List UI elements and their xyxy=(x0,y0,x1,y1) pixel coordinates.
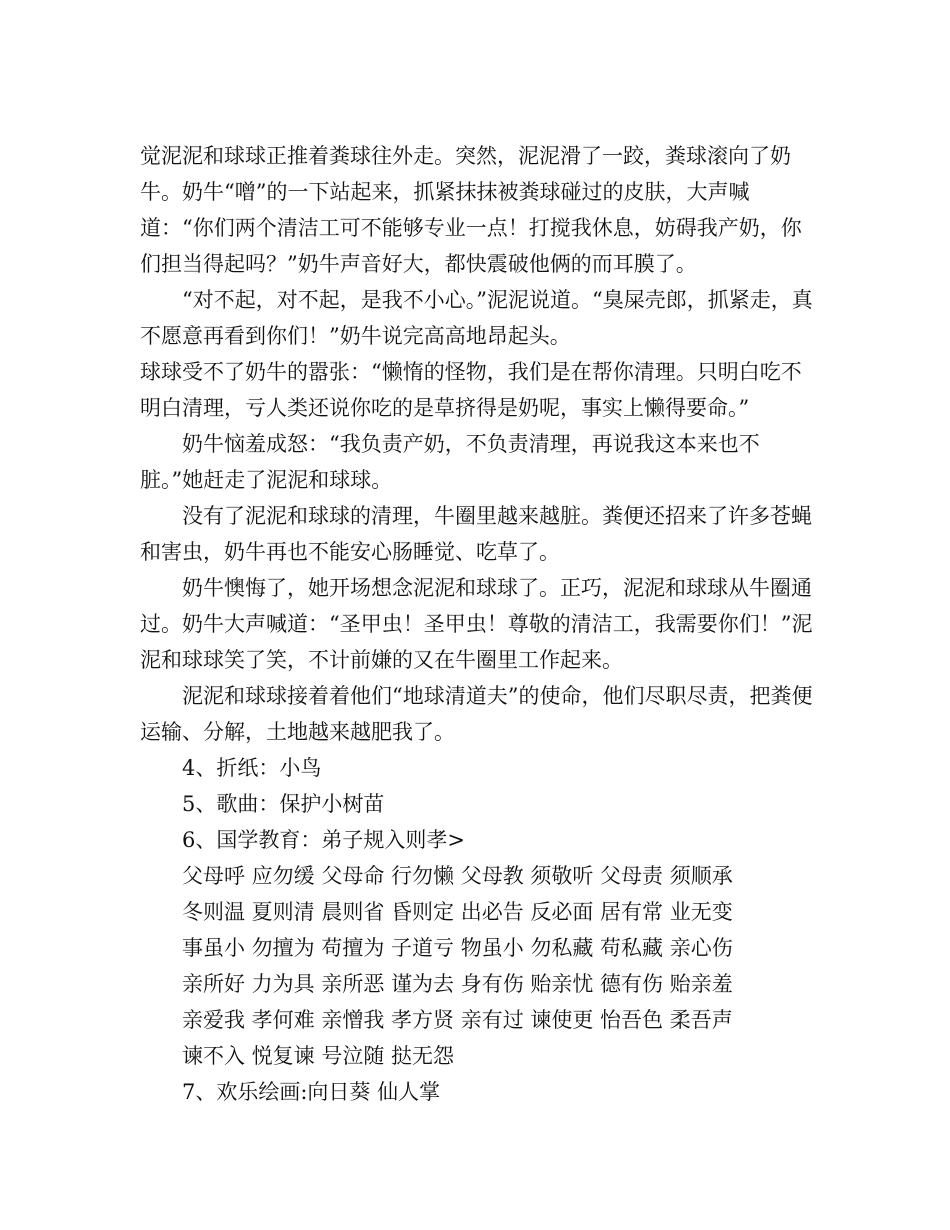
paragraph-1: 觉泥泥和球球正推着粪球往外走。突然，泥泥滑了一跤，粪球滚向了奶牛。奶牛“噌”的一下站起来，抓紧抹抹被粪球碰过的皮肤，大声喊道：“你们两个清洁工可不能够专业一点！打搅我休息，妨碍我产奶，你们担当得起吗？”奶牛声音好大，都快震破他俩的而耳膜了。 xyxy=(140,144,802,276)
list-item-origami: 4、折纸：小鸟 xyxy=(182,756,322,780)
paragraph-2: “对不起，对不起，是我不小心。”泥泥说道。“臭屎壳郎，抓紧走，真不愿意再看到你们！”奶牛说完高高地昂起头。 xyxy=(140,288,813,348)
paragraph-7: 泥泥和球球接着着他们“地球清道夫”的使命，他们尽职尽责，把粪便运输、分解，土地越来越肥我了。 xyxy=(140,684,813,744)
verse-line-2: 冬则温 夏则清 晨则省 昏则定 出必告 反必面 居有常 业无变 xyxy=(182,900,733,924)
verse-line-4: 亲所好 力为具 亲所恶 谨为去 身有伤 贻亲忧 德有伤 贻亲羞 xyxy=(182,972,733,996)
list-item-classics: 6、国学教育：弟子规入则孝> xyxy=(182,828,465,852)
list-item-song: 5、歌曲：保护小树苗 xyxy=(182,792,385,816)
paragraph-4: 奶牛恼羞成怒：“我负责产奶，不负责清理，再说我这本来也不脏。”她赶走了泥泥和球球。 xyxy=(140,432,760,492)
verse-line-1: 父母呼 应勿缓 父母命 行勿懒 父母教 须敬听 父母责 须顺承 xyxy=(182,864,733,888)
document-body xyxy=(140,138,816,1110)
verse-block xyxy=(140,858,816,1074)
list-item-drawing: 7、欢乐绘画:向日葵 仙人掌 xyxy=(182,1080,441,1104)
paragraph-6: 奶牛懊悔了，她开场想念泥泥和球球了。正巧，泥泥和球球从牛圈通过。奶牛大声喊道：“圣甲虫！圣甲虫！尊敬的清洁工，我需要你们！”泥泥和球球笑了笑，不计前嫌的又在牛圈里工作起来。 xyxy=(140,576,813,672)
verse-line-5: 亲爱我 孝何难 亲憎我 孝方贤 亲有过 谏使更 怡吾色 柔吾声 xyxy=(182,1008,733,1032)
verse-line-3: 事虽小 勿擅为 苟擅为 子道亏 物虽小 勿私藏 苟私藏 亲心伤 xyxy=(182,936,733,960)
verse-line-6: 谏不入 悦复谏 号泣随 挞无怨 xyxy=(182,1044,455,1068)
paragraph-5: 没有了泥泥和球球的清理，牛圈里越来越脏。粪便还招来了许多苍蝇和害虫，奶牛再也不能安心肠睡觉、吃草了。 xyxy=(140,504,812,564)
paragraph-3: 球球受不了奶牛的嚣张：“懒惰的怪物，我们是在帮你清理。只明白吃不明白清理，亏人类还说你吃的是草挤得是奶呢，事实上懒得要命。” xyxy=(140,360,802,420)
